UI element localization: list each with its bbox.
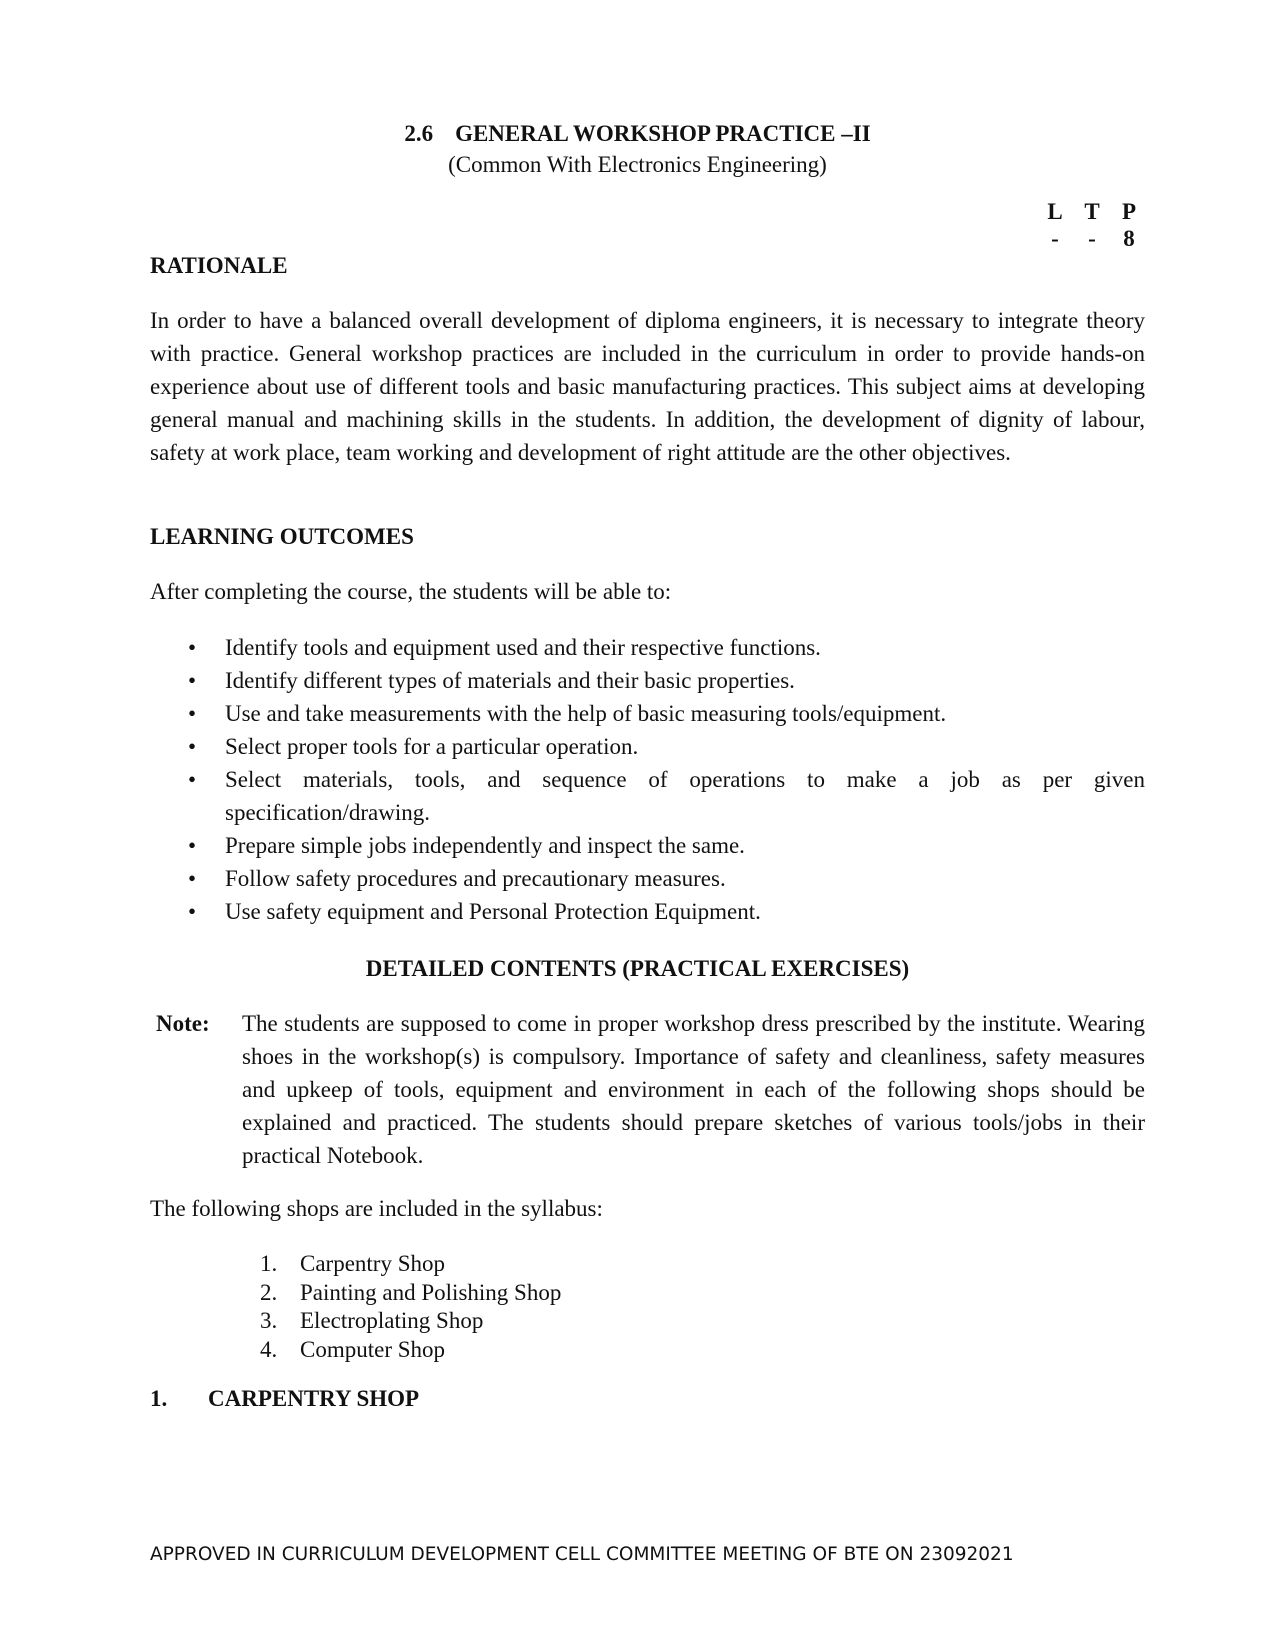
list-item-text: Identify different types of materials and their basic properties. bbox=[225, 668, 795, 693]
learning-outcomes-list bbox=[150, 631, 1145, 928]
list-item bbox=[260, 1336, 561, 1365]
list-item-text: Select materials, tools, and sequence of operations to make a job as per given specification/drawing. bbox=[225, 767, 1145, 825]
bullet-icon: • bbox=[188, 635, 197, 660]
page-footer: APPROVED IN CURRICULUM DEVELOPMENT CELL COMMITTEE MEETING OF BTE ON 23092021 bbox=[150, 1544, 1014, 1565]
ltp-value-l: - bbox=[1051, 226, 1059, 251]
section-title: CARPENTRY SHOP bbox=[208, 1386, 420, 1411]
list-item bbox=[260, 1307, 561, 1336]
ltp-label-l: L bbox=[1047, 199, 1063, 224]
rationale-text: In order to have a balanced overall development of diploma engineers, it is necessary to integrate theory with practice. General workshop practices are included in the curriculum in order to provide hands-on experience about use of different tools and basic manufacturing practices. This subject aims at developing general manual and machining skills in the students. In addition, the development of dignity of labour, safety at work place, team working and development of right attitude are the other objectives. bbox=[150, 308, 1145, 465]
list-item bbox=[150, 862, 1145, 895]
bullet-icon: • bbox=[188, 833, 197, 858]
list-item-text: Identify tools and equipment used and their respective functions. bbox=[225, 635, 821, 660]
list-item bbox=[150, 664, 1145, 697]
detailed-contents-heading: DETAILED CONTENTS (PRACTICAL EXERCISES) bbox=[365, 956, 910, 981]
section-heading bbox=[150, 1385, 419, 1413]
course-subtitle: (Common With Electronics Engineering) bbox=[448, 152, 827, 177]
note-text: The students are supposed to come in proper workshop dress prescribed by the institute. Wearing shoes in the workshop(s) is compulsory. Importance of safety and cleanliness, safety measures and upkeep of tools, equipment and environment in each of the following shops should be explained and practiced. The students should prepare sketches of various tools/jobs in their practical Notebook. bbox=[242, 1011, 1145, 1168]
list-item-number: 3. bbox=[260, 1308, 278, 1333]
list-item-text: Follow safety procedures and precautionary measures. bbox=[225, 866, 726, 891]
bullet-icon: • bbox=[188, 899, 197, 924]
list-item-number: 2. bbox=[260, 1279, 278, 1305]
list-item bbox=[260, 1250, 561, 1279]
ltp-labels bbox=[1040, 198, 1144, 226]
list-item-text: Use safety equipment and Personal Protection Equipment. bbox=[225, 899, 761, 924]
shops-intro: The following shops are included in the syllabus: bbox=[150, 1196, 603, 1221]
ltp-label-p: P bbox=[1121, 199, 1137, 224]
list-item bbox=[150, 763, 1145, 829]
learning-outcomes-heading: LEARNING OUTCOMES bbox=[150, 524, 414, 549]
list-item-text: Prepare simple jobs independently and inspect the same. bbox=[225, 833, 745, 858]
bullet-icon: • bbox=[188, 767, 197, 792]
course-number: 2.6 bbox=[404, 121, 434, 146]
list-item bbox=[150, 730, 1145, 763]
list-item bbox=[260, 1279, 561, 1308]
bullet-icon: • bbox=[188, 734, 197, 759]
rationale-heading: RATIONALE bbox=[150, 253, 288, 278]
list-item-text: Electroplating Shop bbox=[300, 1308, 484, 1333]
list-item bbox=[150, 631, 1145, 664]
list-item-text: Computer Shop bbox=[300, 1336, 446, 1362]
learning-outcomes-intro: After completing the course, the students will be able to: bbox=[150, 579, 672, 604]
list-item-text: Use and take measurements with the help of basic measuring tools/equipment. bbox=[225, 701, 947, 726]
ltp-label-t: T bbox=[1084, 199, 1100, 224]
list-item bbox=[150, 697, 1145, 730]
list-item-number: 1. bbox=[260, 1251, 278, 1276]
section-number: 1. bbox=[150, 1386, 168, 1411]
list-item-text: Carpentry Shop bbox=[300, 1251, 446, 1276]
note-label: Note: bbox=[156, 1011, 210, 1036]
list-item-text: Select proper tools for a particular operation. bbox=[225, 734, 639, 759]
bullet-icon: • bbox=[188, 701, 197, 726]
shops-list bbox=[260, 1250, 561, 1364]
ltp-values bbox=[1040, 225, 1144, 253]
course-title-text: GENERAL WORKSHOP PRACTICE –II bbox=[455, 121, 871, 146]
list-item bbox=[150, 895, 1145, 928]
ltp-value-t: - bbox=[1088, 226, 1096, 251]
list-item-text: Painting and Polishing Shop bbox=[300, 1279, 562, 1305]
bullet-icon: • bbox=[188, 866, 197, 891]
list-item bbox=[150, 829, 1145, 862]
bullet-icon: • bbox=[188, 668, 197, 693]
ltp-value-p: 8 bbox=[1123, 226, 1135, 251]
course-title bbox=[0, 120, 1275, 148]
list-item-number: 4. bbox=[260, 1336, 278, 1362]
